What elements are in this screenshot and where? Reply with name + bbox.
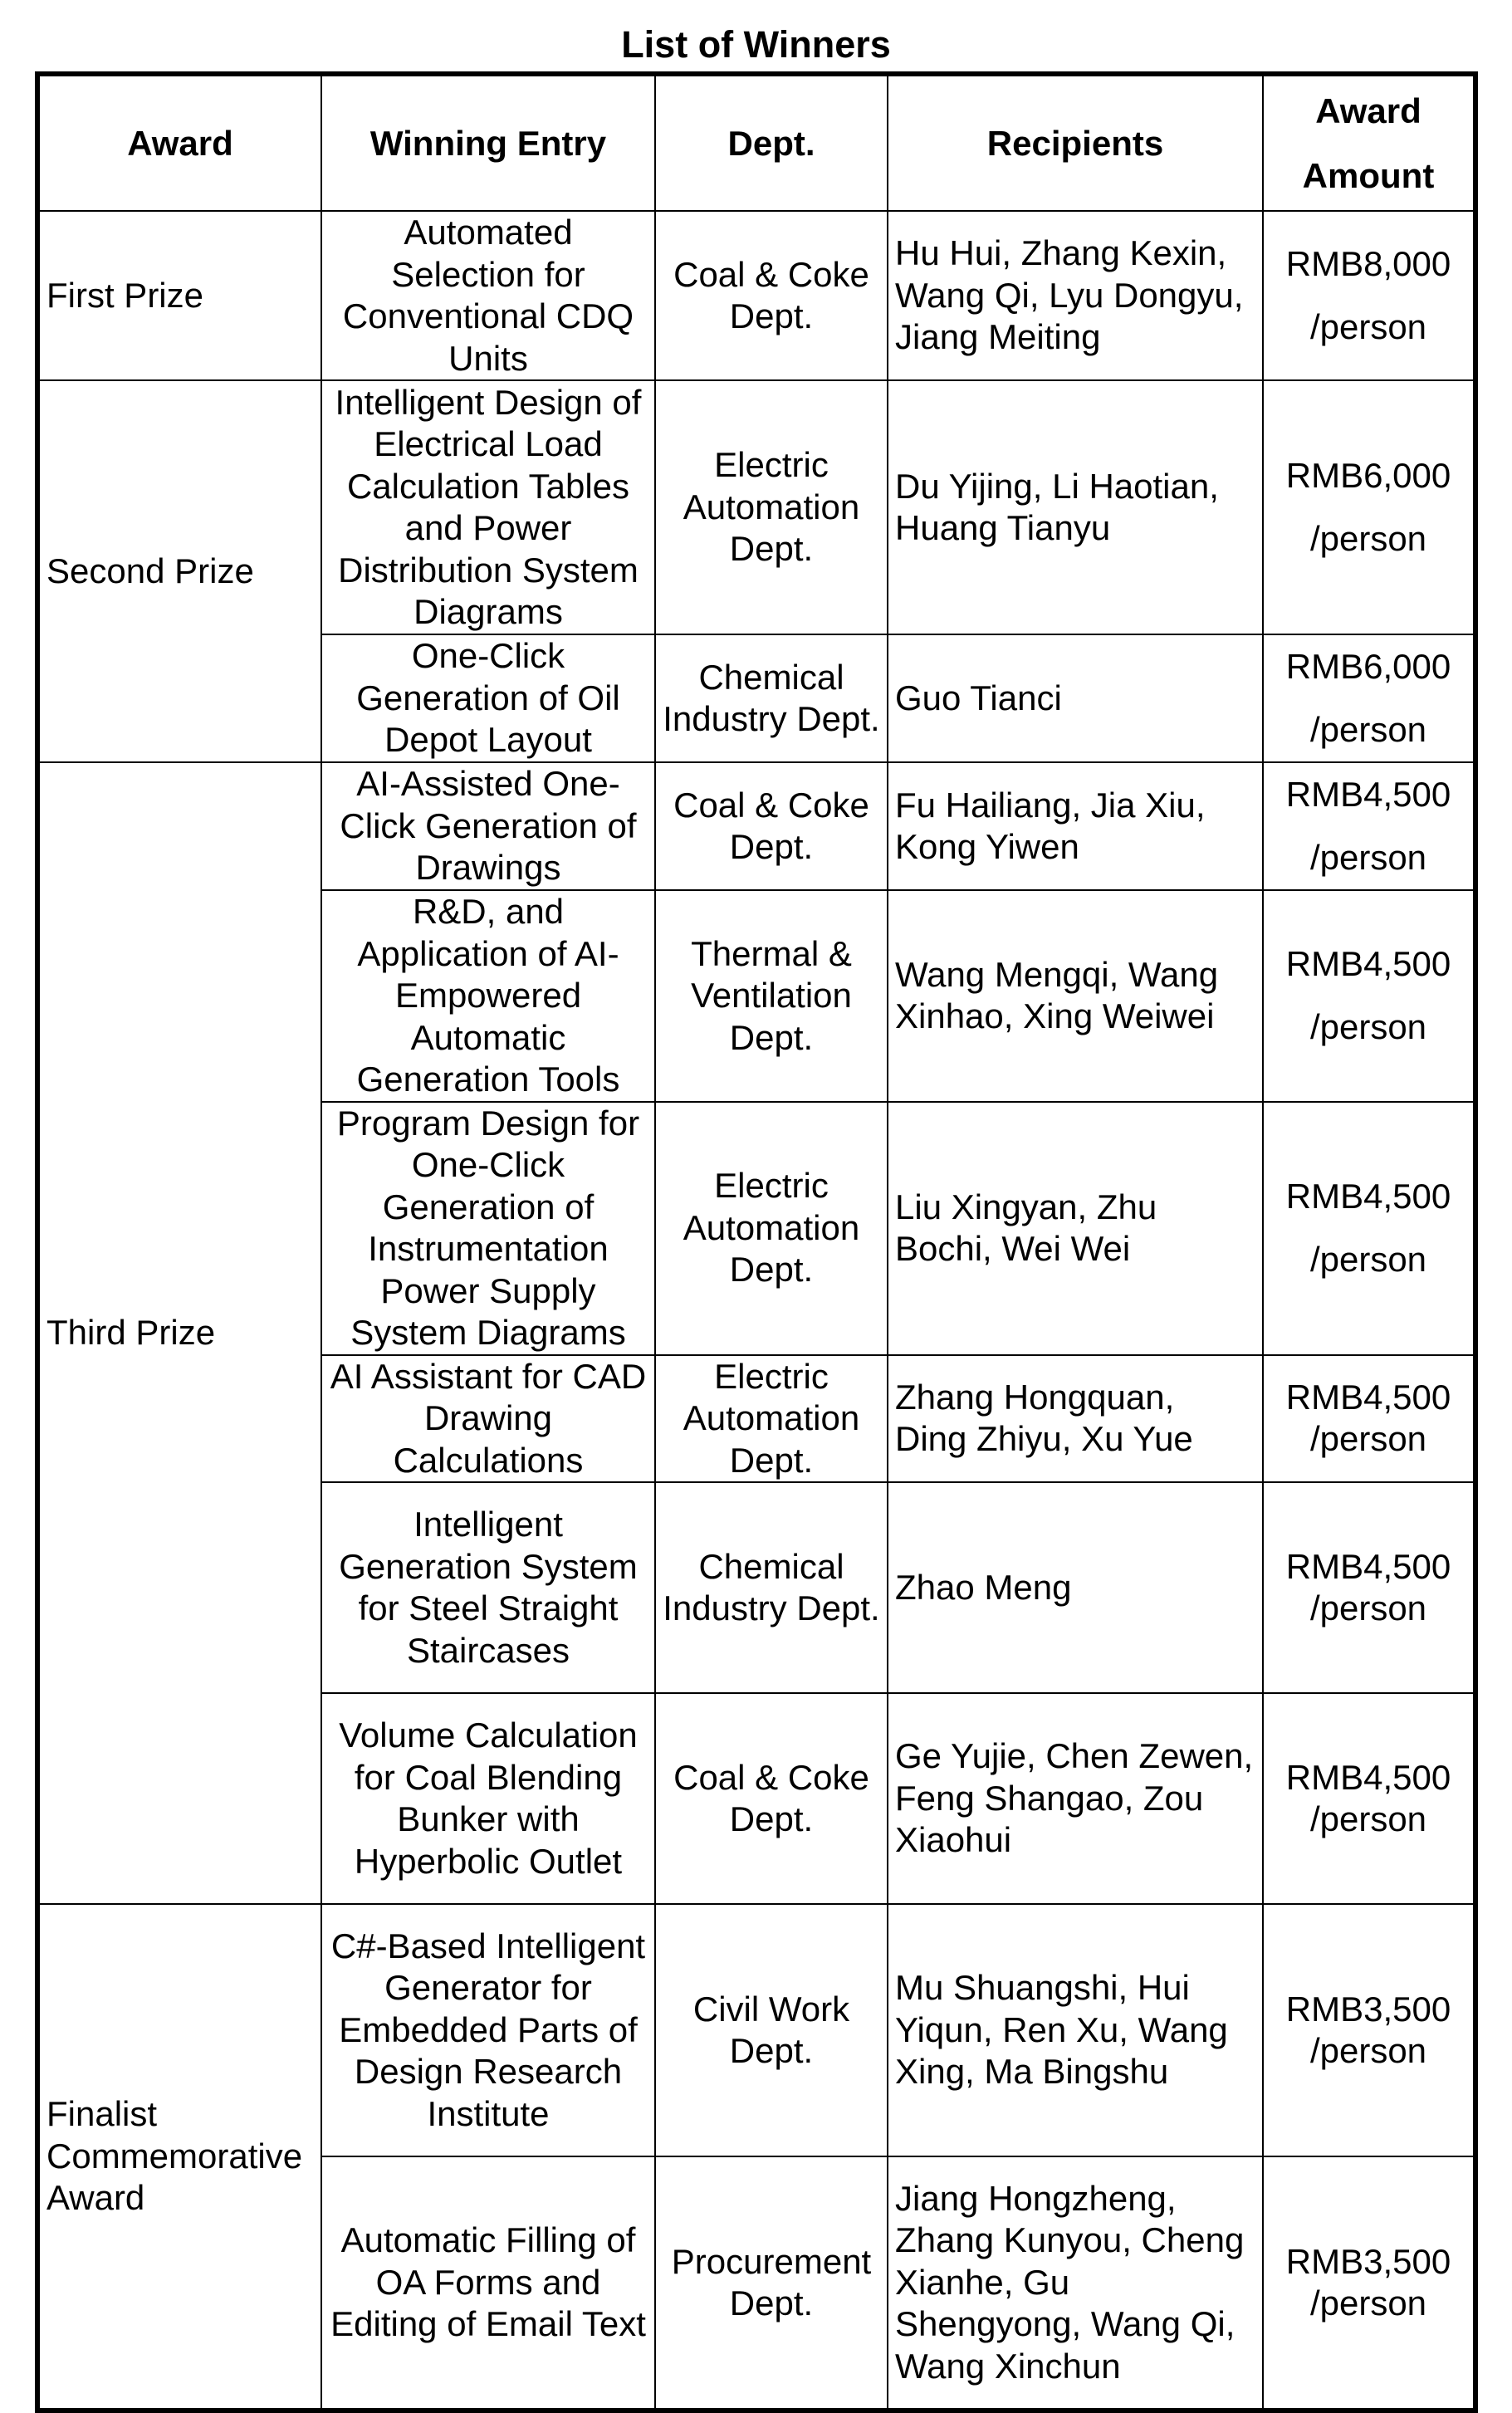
header-row — [37, 74, 1475, 211]
amount-value: RMB4,500 — [1285, 1546, 1451, 1586]
dept-cell: Electric Automation Dept. — [655, 1355, 888, 1483]
amount-unit: /person — [1309, 2031, 1427, 2070]
recipients-cell: Du Yijing, Li Haotian, Huang Tianyu — [888, 380, 1263, 634]
amount-cell — [1263, 634, 1475, 762]
recipients-cell: Wang Mengqi, Wang Xinhao, Xing Weiwei — [888, 890, 1263, 1102]
amount-value: RMB6,000 — [1285, 456, 1451, 495]
header-amount-line2: Amount — [1302, 155, 1435, 195]
table-row — [37, 380, 1475, 634]
award-cell: Third Prize — [37, 762, 321, 1904]
dept-cell: Thermal & Ventilation Dept. — [655, 890, 888, 1102]
dept-cell: Civil Work Dept. — [655, 1904, 888, 2156]
entry-cell: Program Design for One-Click Generation of Instrumentation Power Supply System Diagrams — [321, 1102, 655, 1355]
entry-cell: Automated Selection for Conventional CDQ Units — [321, 211, 655, 380]
recipients-cell: Hu Hui, Zhang Kexin, Wang Qi, Lyu Dongyu, Jiang Meiting — [888, 211, 1263, 380]
dept-cell: Coal & Coke Dept. — [655, 1693, 888, 1904]
winners-table — [35, 71, 1478, 2413]
amount-cell — [1263, 1102, 1475, 1355]
award-cell: First Prize — [37, 211, 321, 380]
recipients-cell: Guo Tianci — [888, 634, 1263, 762]
recipients-cell: Mu Shuangshi, Hui Yiqun, Ren Xu, Wang Xing, Ma Bingshu — [888, 1904, 1263, 2156]
amount-unit: /person — [1309, 710, 1427, 749]
header-recipients: Recipients — [888, 74, 1263, 211]
amount-value: RMB4,500 — [1285, 1757, 1451, 1797]
amount-value: RMB4,500 — [1285, 944, 1451, 984]
amount-value: RMB3,500 — [1285, 1989, 1451, 2029]
recipients-cell: Zhang Hongquan, Ding Zhiyu, Xu Yue — [888, 1355, 1263, 1483]
amount-unit: /person — [1309, 1588, 1427, 1627]
amount-cell — [1263, 1904, 1475, 2156]
table-row — [37, 762, 1475, 890]
amount-value: RMB3,500 — [1285, 2241, 1451, 2281]
entry-cell: Volume Calculation for Coal Blending Bunker with Hyperbolic Outlet — [321, 1693, 655, 1904]
amount-cell — [1263, 380, 1475, 634]
amount-cell — [1263, 1482, 1475, 1693]
amount-cell — [1263, 211, 1475, 380]
amount-unit: /person — [1309, 2283, 1427, 2322]
header-award-amount — [1263, 74, 1475, 211]
amount-value: RMB4,500 — [1285, 1177, 1451, 1216]
recipients-cell: Liu Xingyan, Zhu Bochi, Wei Wei — [888, 1102, 1263, 1355]
amount-unit: /person — [1309, 307, 1427, 346]
entry-cell: R&D, and Application of AI-Empowered Automatic Generation Tools — [321, 890, 655, 1102]
entry-cell: Intelligent Generation System for Steel Straight Staircases — [321, 1482, 655, 1693]
amount-unit: /person — [1309, 1007, 1427, 1047]
recipients-cell: Ge Yujie, Chen Zewen, Feng Shangao, Zou Xiaohui — [888, 1693, 1263, 1904]
entry-cell: AI-Assisted One-Click Generation of Drawings — [321, 762, 655, 890]
amount-cell — [1263, 762, 1475, 890]
amount-value: RMB4,500 — [1285, 1377, 1451, 1417]
amount-value: RMB6,000 — [1285, 647, 1451, 686]
amount-unit: /person — [1309, 838, 1427, 877]
entry-cell: One-Click Generation of Oil Depot Layout — [321, 634, 655, 762]
table-row — [37, 211, 1475, 380]
dept-cell: Chemical Industry Dept. — [655, 1482, 888, 1693]
header-winning-entry: Winning Entry — [321, 74, 655, 211]
dept-cell: Chemical Industry Dept. — [655, 634, 888, 762]
amount-cell — [1263, 1693, 1475, 1904]
amount-value: RMB4,500 — [1285, 775, 1451, 814]
page-title: List of Winners — [621, 23, 891, 66]
entry-cell: C#-Based Intelligent Generator for Embedded Parts of Design Research Institute — [321, 1904, 655, 2156]
recipients-cell: Jiang Hongzheng, Zhang Kunyou, Cheng Xianhe, Gu Shengyong, Wang Qi, Wang Xinchun — [888, 2156, 1263, 2411]
dept-cell: Procurement Dept. — [655, 2156, 888, 2411]
award-cell: Second Prize — [37, 380, 321, 762]
amount-unit: /person — [1309, 1419, 1427, 1459]
dept-cell: Coal & Coke Dept. — [655, 762, 888, 890]
amount-cell — [1263, 2156, 1475, 2411]
entry-cell: Automatic Filling of OA Forms and Editing of Email Text — [321, 2156, 655, 2411]
table-row — [37, 1904, 1475, 2156]
entry-cell: Intelligent Design of Electrical Load Calculation Tables and Power Distribution System Diagrams — [321, 380, 655, 634]
header-award: Award — [37, 74, 321, 211]
award-cell: Finalist Commemorative Award — [37, 1904, 321, 2411]
amount-value: RMB8,000 — [1285, 244, 1451, 283]
entry-cell: AI Assistant for CAD Drawing Calculations — [321, 1355, 655, 1483]
amount-unit: /person — [1309, 1240, 1427, 1279]
dept-cell: Coal & Coke Dept. — [655, 211, 888, 380]
amount-cell — [1263, 890, 1475, 1102]
recipients-cell: Zhao Meng — [888, 1482, 1263, 1693]
dept-cell: Electric Automation Dept. — [655, 380, 888, 634]
header-dept: Dept. — [655, 74, 888, 211]
amount-unit: /person — [1309, 519, 1427, 558]
recipients-cell: Fu Hailiang, Jia Xiu, Kong Yiwen — [888, 762, 1263, 890]
dept-cell: Electric Automation Dept. — [655, 1102, 888, 1355]
amount-cell — [1263, 1355, 1475, 1483]
amount-unit: /person — [1309, 1799, 1427, 1838]
header-amount-line1: Award — [1315, 91, 1421, 130]
